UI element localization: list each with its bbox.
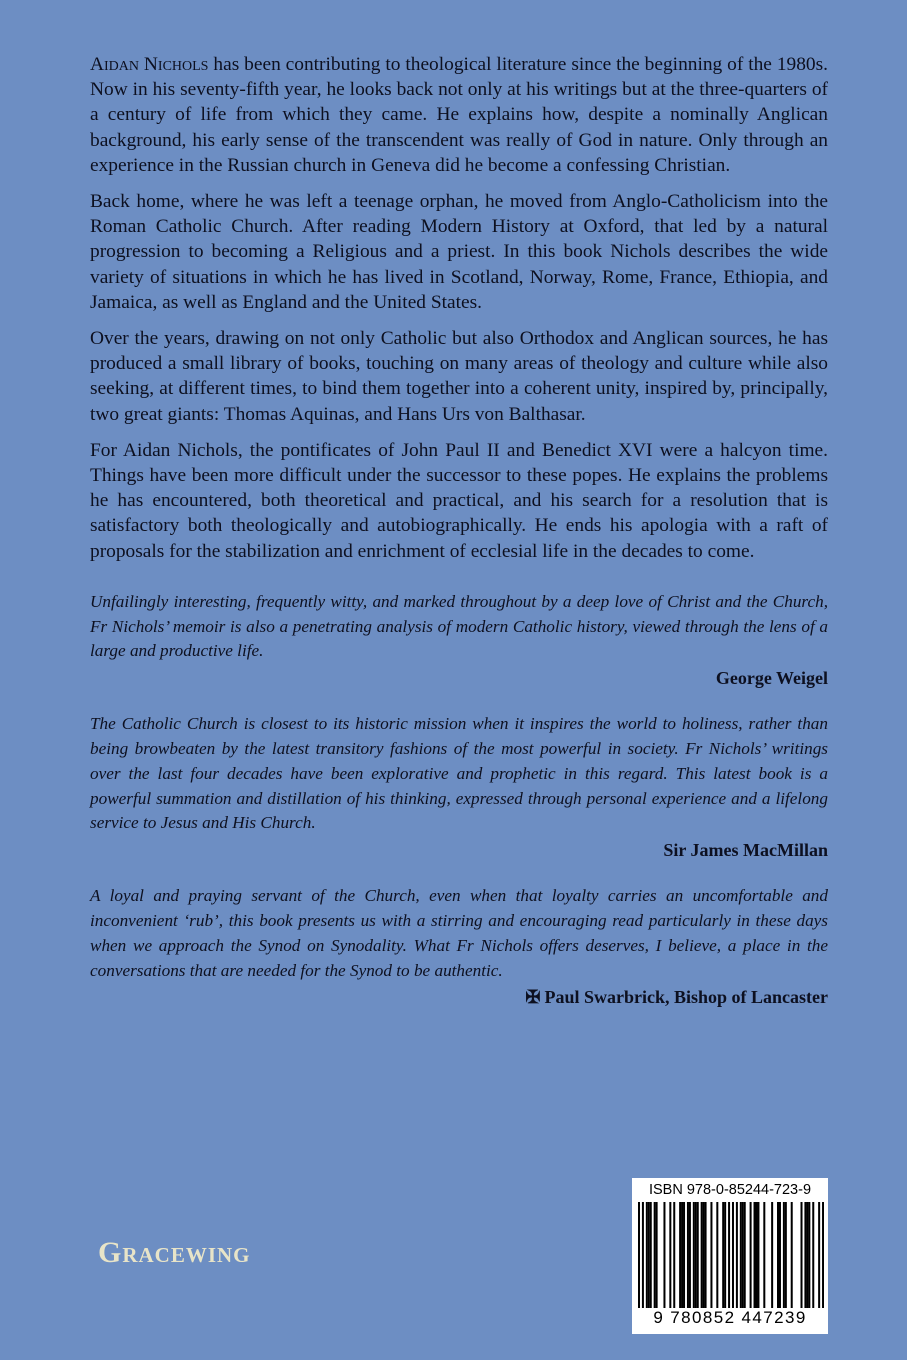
barcode-bar	[693, 1202, 695, 1308]
barcode-bar	[650, 1202, 652, 1308]
barcode-bar	[683, 1202, 685, 1308]
barcode-bar	[740, 1202, 742, 1308]
endorsement-quote: A loyal and praying servant of the Church, even when that loyalty carries an uncomfortable and inconvenient ‘rub’, this book presents us with a stirring and encouraging read particularly in these days when we approach the Synod on Synodality. What Fr Nichols offers deserves, I believe, a place in the conversations that are needed for the Synod to be authentic.	[90, 886, 828, 980]
barcode-bar	[681, 1202, 683, 1308]
barcode-bar	[783, 1202, 785, 1308]
barcode-bar	[663, 1202, 665, 1308]
cross-icon: ✠	[525, 987, 541, 1008]
isbn-label: ISBN 978-0-85244-723-9	[648, 1182, 812, 1198]
blurb-paragraph-3: Over the years, drawing on not only Catholic but also Orthodox and Anglican sources, he has produced a small library of books, touching on many areas of theology and culture while also seeking, at different times, to bind them together into a coherent unity, inspired by, principally, two great giants: Thomas Aquinas, and Hans Urs von Balthasar.	[90, 328, 828, 425]
barcode-bar	[722, 1202, 724, 1308]
endorsement-author-line	[90, 985, 828, 1009]
barcode-bar	[763, 1202, 765, 1308]
barcode-bar	[716, 1202, 718, 1308]
barcode-bar	[812, 1202, 814, 1308]
barcode-bar	[754, 1202, 756, 1308]
barcode-bar	[742, 1202, 744, 1308]
barcode-bar	[679, 1202, 681, 1308]
blurb-paragraph-1	[90, 52, 828, 178]
endorsement-quote: Unfailingly interesting, frequently witty, and marked throughout by a deep love of Christ and the Church, Fr Nichols’ memoir is also a penetrating analysis of modern Catholic history, viewed through the lens of a large and productive life.	[90, 591, 828, 661]
barcode-digits: 9 780852 447239	[653, 1308, 807, 1327]
endorsement-author: Sir James MacMillan	[663, 840, 828, 861]
barcode-bar	[779, 1202, 781, 1308]
barcode-bar	[771, 1202, 773, 1308]
barcode-bar	[656, 1202, 658, 1308]
barcode-bar	[642, 1202, 644, 1308]
endorsement-author: Paul Swarbrick, Bishop of Lancaster	[544, 987, 828, 1008]
barcode-bar	[687, 1202, 689, 1308]
publisher-logo: Gracewing	[98, 1236, 251, 1269]
barcode-bar	[791, 1202, 793, 1308]
barcode-bar	[750, 1202, 752, 1308]
barcode-bar	[648, 1202, 650, 1308]
barcode-bar	[806, 1202, 808, 1308]
barcode-bar	[695, 1202, 697, 1308]
barcode-bar	[757, 1202, 759, 1308]
barcode-bar	[669, 1202, 671, 1308]
barcode-bar	[638, 1202, 640, 1308]
barcode-bar	[808, 1202, 810, 1308]
barcode-bar	[703, 1202, 705, 1308]
barcode-bar	[646, 1202, 648, 1308]
barcode-bar	[744, 1202, 746, 1308]
blurb-paragraph-2: Back home, where he was left a teenage orphan, he moved from Anglo-Catholicism into the Roman Catholic Church. After reading Modern History at Oxford, that led by a natural progression to becoming a Religious and a priest. In this book Nichols describes the wide variety of situations in which he has lived in Scotland, Norway, Rome, France, Ethiopia, and Jamaica, as well as England and the United States.	[90, 191, 828, 313]
barcode-bar	[724, 1202, 726, 1308]
barcode-bar	[654, 1202, 656, 1308]
barcode-bar	[755, 1202, 757, 1308]
blurb-paragraph-4: For Aidan Nichols, the pontificates of John Paul II and Benedict XVI were a halcyon time. Things have been more difficult under the successor to these popes. He explains the problems he has encountered, both theoretical and practical, and his search for a resolution that is satisfactory both theologically and autobiographically. He ends his apologia with a raft of proposals for the stabilization and enrichment of ecclesial life in the decades to come.	[90, 439, 828, 562]
endorsement-quote: The Catholic Church is closest to its historic mission when it inspires the world to holiness, rather than being browbeaten by the latest transitory fashions of the most powerful in society. Fr Nichols’ writings over the last four decades have been explorative and prophetic in this regard. This latest book is a powerful summation and distillation of his thinking, expressed through personal experience and a lifelong service to Jesus and His Church.	[90, 714, 828, 833]
author-name: Aidan Nichols	[90, 54, 209, 75]
isbn-barcode	[632, 1178, 828, 1334]
barcode-bar	[701, 1202, 703, 1308]
barcode-bar	[736, 1202, 738, 1308]
endorsements	[90, 590, 828, 1010]
barcode-bar	[818, 1202, 820, 1308]
barcode-bar	[697, 1202, 699, 1308]
barcode-bars	[638, 1202, 824, 1308]
barcode-bar	[732, 1202, 734, 1308]
barcode-bar	[689, 1202, 691, 1308]
barcode-bar	[705, 1202, 707, 1308]
endorsement-author: George Weigel	[715, 668, 828, 689]
barcode-bar	[710, 1202, 712, 1308]
barcode-bar	[777, 1202, 779, 1308]
barcode-bar	[801, 1202, 803, 1308]
barcode-bar	[804, 1202, 806, 1308]
blurb-paragraph-1-text: has been contributing to theological literature since the beginning of the 1980s. Now in his seventy-fifth year, he looks back not only at his writings but at the three-quarters of a century of life from which they came. He explains how, despite a nominally Anglican background, his early sense of the transcendent was really of God in nature. Only through an experience in the Russian church in Geneva did he become a confessing Christian.	[90, 54, 828, 176]
barcode-bar	[822, 1202, 824, 1308]
barcode-bar	[673, 1202, 675, 1308]
back-cover-content	[90, 52, 828, 1031]
barcode-bar	[728, 1202, 730, 1308]
barcode-bar	[785, 1202, 787, 1308]
